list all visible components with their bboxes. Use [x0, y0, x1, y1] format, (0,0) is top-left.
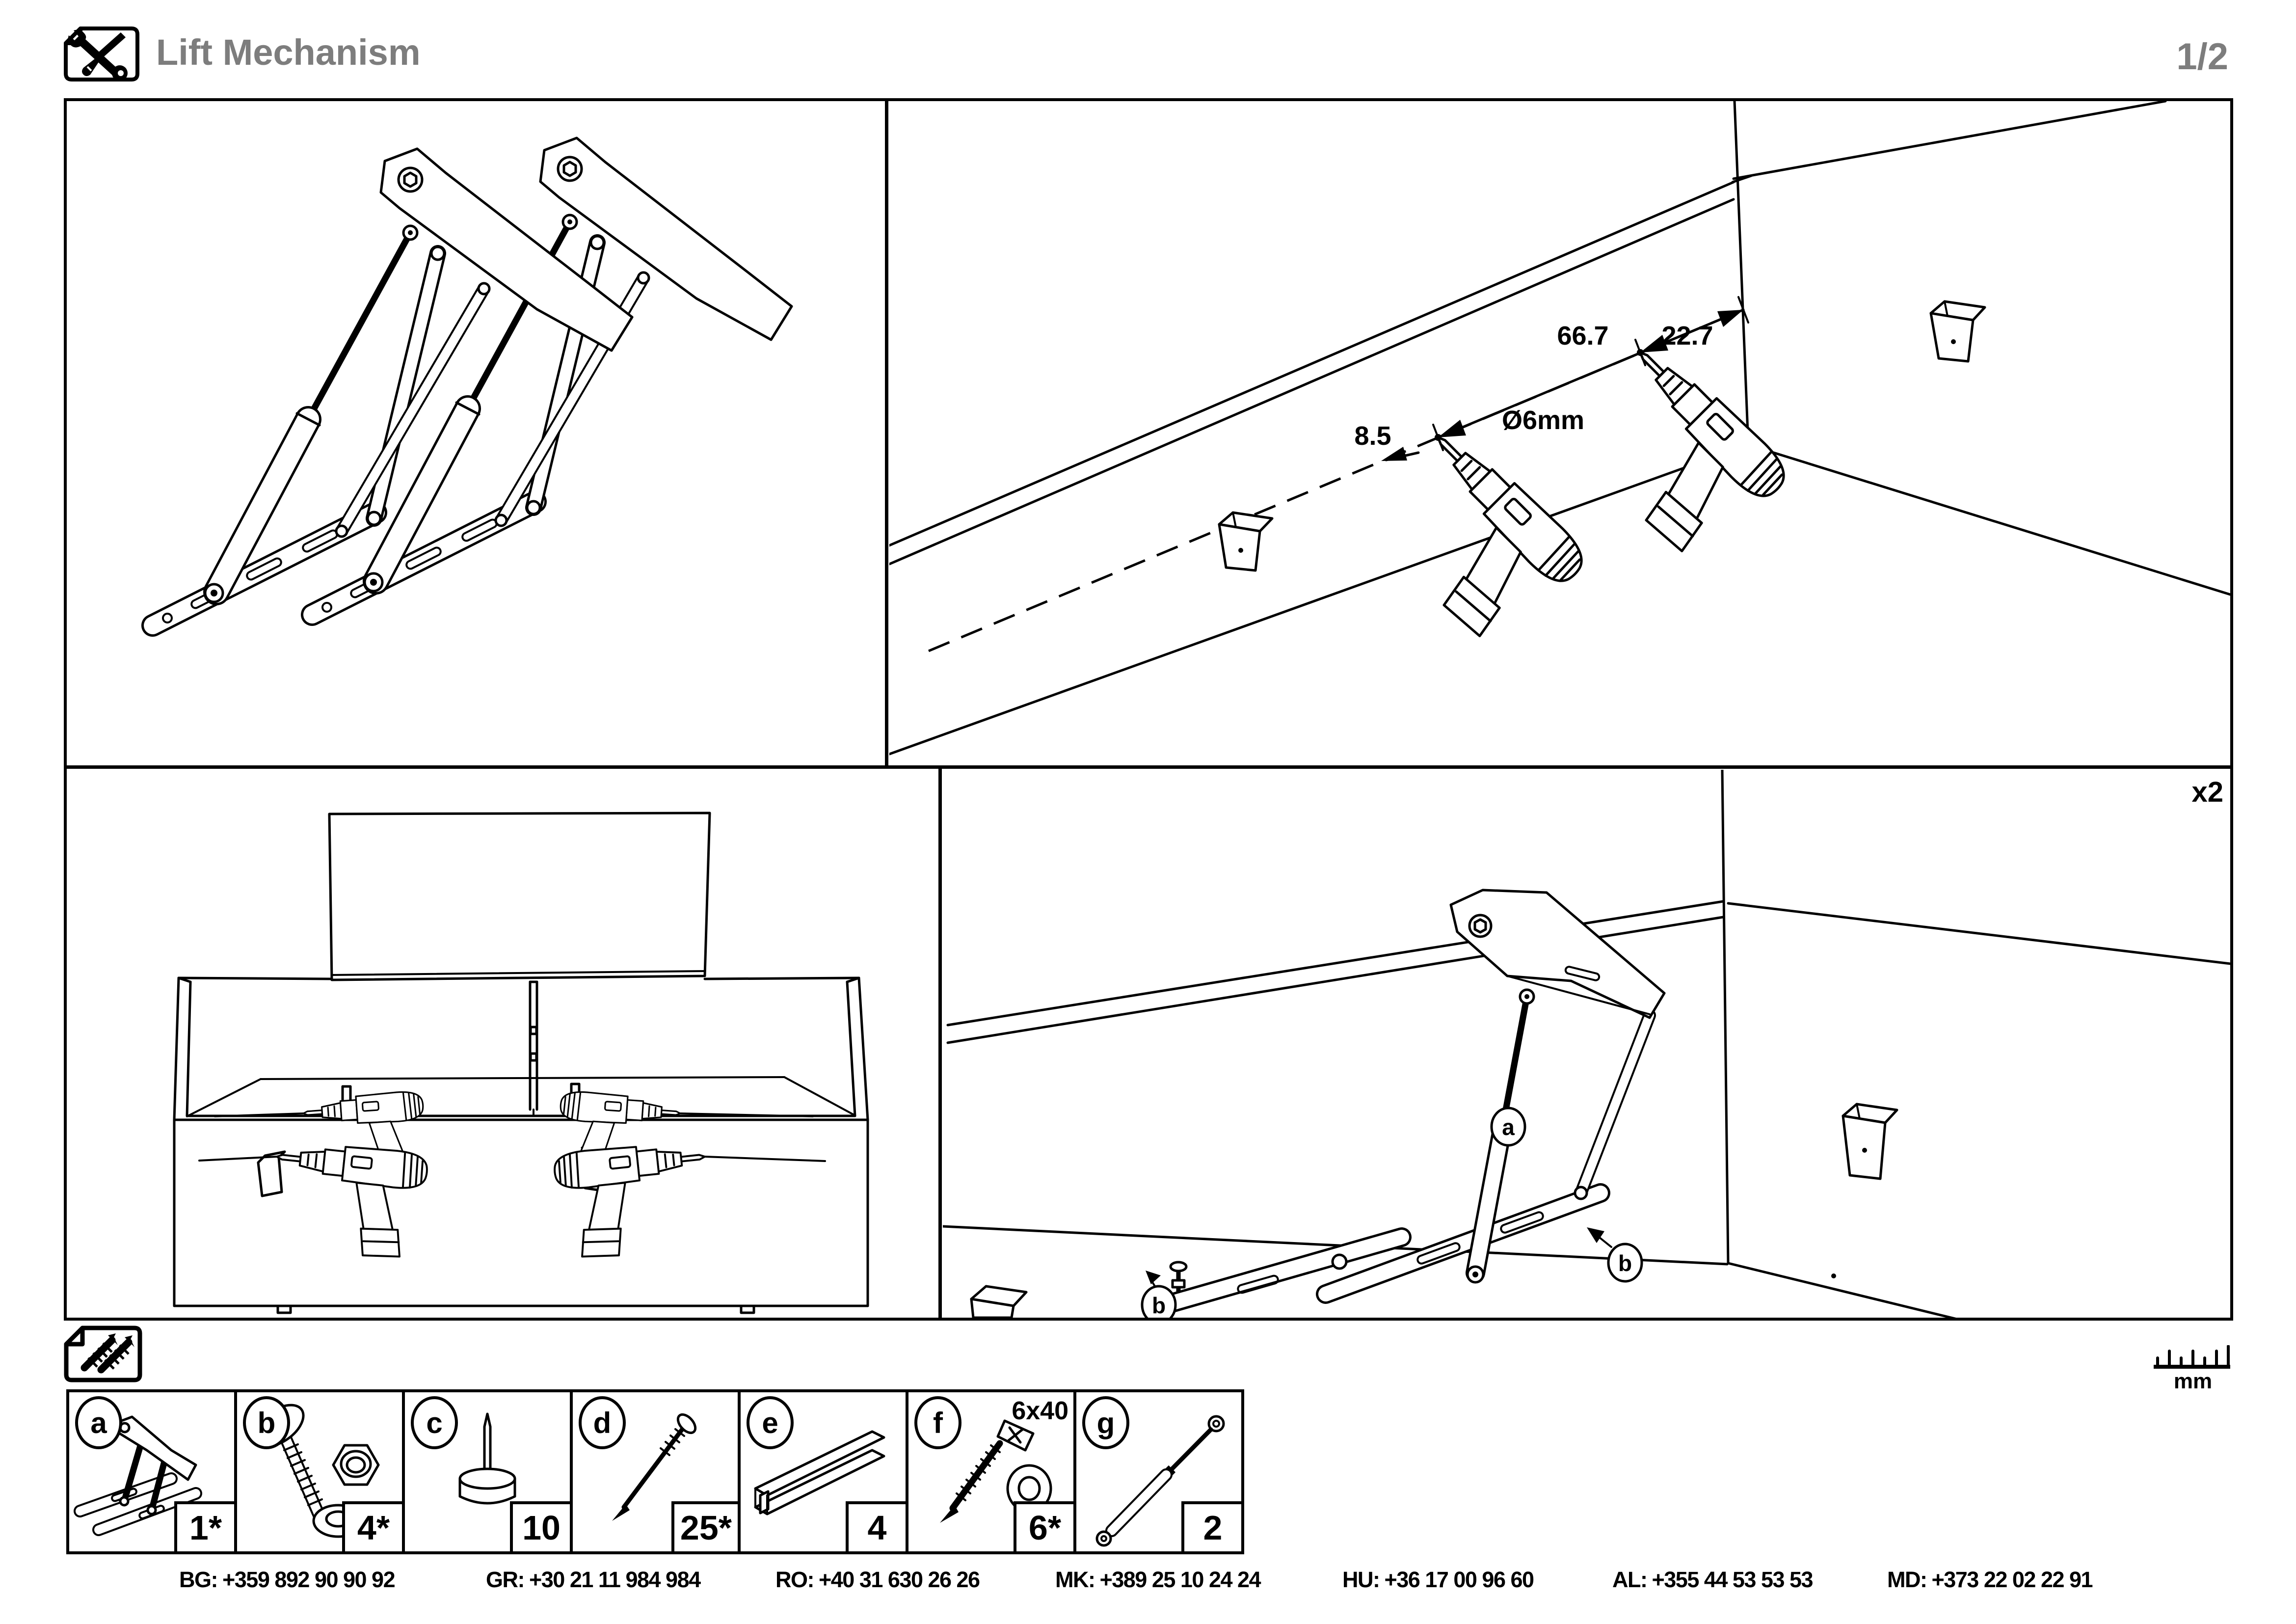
part-qty-e: 4 — [846, 1501, 908, 1554]
mounted-lift-mechanism — [1151, 890, 1664, 1310]
part-size-f: 6x40 — [1012, 1397, 1068, 1425]
label-b: b — [1618, 1250, 1632, 1276]
label-b: b — [1151, 1293, 1166, 1318]
part-letter-f: f — [914, 1396, 961, 1449]
part-box-d — [570, 1389, 741, 1554]
storage-bed-box — [174, 813, 868, 1313]
ruler-icon — [2153, 1345, 2233, 1370]
panel-box-overview — [67, 770, 937, 1318]
corner-block-left — [1219, 513, 1272, 570]
panel-drilling-step — [889, 101, 2230, 764]
part-qty-g: 2 — [1181, 1501, 1244, 1554]
units-label: mm — [2173, 1369, 2213, 1393]
part-letter-c: c — [411, 1396, 458, 1449]
divider-vertical-bottom — [938, 767, 942, 1321]
part-qty-a: 1* — [174, 1501, 237, 1554]
callout-a — [1492, 1108, 1525, 1145]
corner-block-bottom-left — [971, 1286, 1026, 1318]
part-qty-f: 6* — [1014, 1501, 1076, 1554]
part-letter-e: e — [747, 1396, 794, 1449]
part-letter-d: d — [579, 1396, 626, 1449]
phone-md: MD: +373 22 02 22 91 — [1887, 1567, 2093, 1592]
scale-indicator — [2153, 1345, 2233, 1394]
phone-ro: RO: +40 31 630 26 26 — [775, 1567, 980, 1592]
part-qty-c: 10 — [510, 1501, 573, 1554]
page-title: Lift Mechanism — [156, 32, 421, 73]
divider-vertical-top — [885, 98, 888, 769]
part-box-c — [402, 1389, 573, 1554]
corner-block-right — [1843, 1104, 1897, 1179]
part-box-f — [906, 1389, 1076, 1554]
dim-8-5: 8.5 — [1354, 421, 1391, 451]
part-qty-d: 25* — [671, 1501, 741, 1554]
part-qty-b: 4* — [342, 1501, 405, 1554]
part-letter-b: b — [243, 1396, 290, 1449]
part-box-e — [738, 1389, 908, 1554]
center-divider — [530, 982, 537, 1116]
divider-horizontal — [64, 765, 2233, 769]
drill-diameter-label: Ø6mm — [1501, 406, 1585, 435]
corner-block-right — [1931, 301, 1985, 361]
room-walls — [943, 770, 2230, 1318]
tools-doc-icon — [63, 26, 140, 82]
label-a: a — [1502, 1114, 1515, 1140]
drill-right-lower — [553, 1138, 714, 1261]
phone-al: AL: +355 44 53 53 53 — [1612, 1567, 1813, 1592]
repeat-count: x2 — [2191, 776, 2223, 808]
carriage-bolt — [1171, 1262, 1186, 1291]
phone-mk: MK: +389 25 10 24 24 — [1055, 1567, 1261, 1592]
screws-doc-icon — [63, 1325, 143, 1383]
part-box-a — [66, 1389, 237, 1554]
part-letter-g: g — [1082, 1396, 1129, 1449]
part-letter-a: a — [75, 1396, 122, 1449]
part-box-b — [234, 1389, 405, 1554]
phone-hu: HU: +36 17 00 96 60 — [1342, 1567, 1534, 1592]
callout-b1 — [1587, 1227, 1642, 1281]
panel-mechanism-mounting — [943, 770, 2230, 1318]
part-box-g — [1073, 1389, 1244, 1554]
phone-bg: BG: +359 892 90 90 92 — [179, 1567, 395, 1592]
page-number: 1/2 — [2176, 36, 2228, 78]
dim-66-7: 66.7 — [1557, 321, 1609, 351]
dim-22-7: 22.7 — [1661, 321, 1713, 351]
callout-b2 — [1142, 1271, 1175, 1318]
phone-gr: GR: +30 21 11 984 984 — [486, 1567, 700, 1592]
panel-hardware-overview — [67, 101, 883, 764]
parts-list — [66, 1389, 1244, 1554]
drill-left-lower — [267, 1138, 429, 1261]
